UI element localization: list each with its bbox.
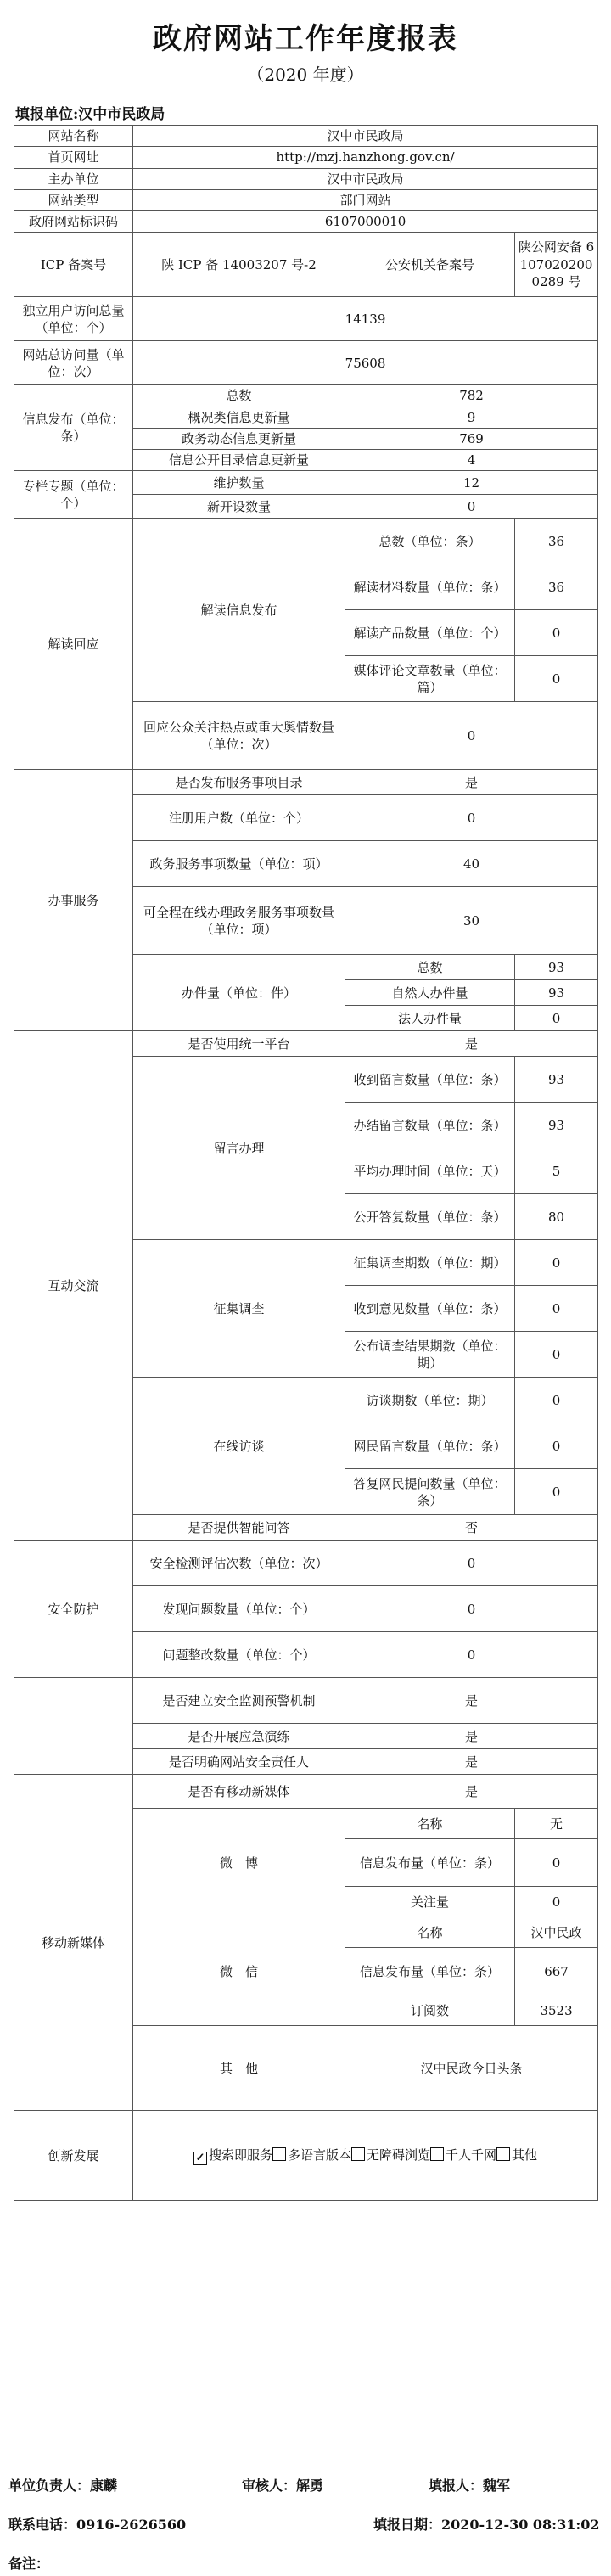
info-news-label: 政务动态信息更新量 (133, 428, 345, 449)
wx-pub: 667 (515, 1948, 598, 1995)
test-label: 安全检测评估次数（单位：次） (133, 1541, 345, 1586)
innovation-options (133, 2111, 598, 2201)
wb-name: 无 (515, 1809, 598, 1839)
unchecked-box-icon[interactable] (496, 2147, 510, 2161)
wb-fans-label: 关注量 (345, 1887, 515, 1917)
fixed-value: 0 (345, 1632, 598, 1678)
fixed-label: 问题整改数量（单位：个） (133, 1632, 345, 1678)
reviewer: 审核人：解勇 (242, 2478, 324, 2494)
topic-new: 0 (345, 495, 598, 519)
home-url[interactable]: http://mzj.hanzhong.gov.cn/ (133, 147, 598, 168)
qa-label: 是否提供智能问答 (133, 1515, 345, 1541)
recv-label: 收到留言数量（单位：条） (345, 1057, 515, 1103)
unchecked-box-icon[interactable] (272, 2147, 286, 2161)
fill-date: 填报日期：2020-12-30 08:31:02 (373, 2517, 600, 2533)
topic-new-label: 新开设数量 (133, 495, 345, 519)
police-number: 陕公网安备 61070202000289 号 (515, 233, 598, 297)
innovation-option-label: 无障碍浏览 (367, 2147, 431, 2163)
service-volume-label: 办件量（单位：件） (133, 955, 345, 1031)
security-label: 安全防护 (14, 1541, 133, 1678)
done-value: 93 (515, 1103, 598, 1148)
monitor-label: 是否建立安全监测预警机制 (133, 1678, 345, 1724)
avg-label: 平均办理时间（单位：天） (345, 1148, 515, 1194)
wx-sub: 3523 (515, 1995, 598, 2026)
test-value: 0 (345, 1541, 598, 1586)
s-opinion-label: 收到意见数量（单位：条） (345, 1286, 515, 1332)
vol-legal-label: 法人办件量 (345, 1006, 515, 1031)
avg-value: 5 (515, 1148, 598, 1194)
innovation-option-label: 多语言版本 (288, 2147, 352, 2163)
uv-value: 14139 (133, 297, 598, 341)
home-url-label: 首页网址 (14, 147, 133, 168)
wb-pub-label: 信息发布量（单位：条） (345, 1839, 515, 1887)
interp-pub-label: 解读信息发布 (133, 519, 345, 702)
recv-value: 93 (515, 1057, 598, 1103)
vol-person: 93 (515, 980, 598, 1006)
qa-value: 否 (345, 1515, 598, 1541)
vol-total: 93 (515, 955, 598, 980)
wx-name-label: 名称 (345, 1917, 515, 1948)
wx-name: 汉中民政 (515, 1917, 598, 1948)
info-label: 信息发布（单位：条） (14, 385, 133, 471)
innovation-option-label: 千人千网 (446, 2147, 497, 2163)
note: 备注： (8, 2556, 50, 2572)
interp-material: 36 (515, 564, 598, 610)
filling-unit: 填报单位:汉中市民政局 (15, 106, 165, 123)
site-type-label: 网站类型 (14, 189, 133, 210)
wx-pub-label: 信息发布量（单位：条） (345, 1948, 515, 1995)
site-code: 6107000010 (133, 211, 598, 233)
service-items: 40 (345, 841, 598, 887)
done-label: 办结留言数量（单位：条） (345, 1103, 515, 1148)
found-label: 发现问题数量（单位：个） (133, 1586, 345, 1632)
talk-label: 在线访谈 (133, 1378, 345, 1515)
interp-total: 36 (515, 519, 598, 564)
wb-pub: 0 (515, 1839, 598, 1887)
topic-maint: 12 (345, 471, 598, 495)
service-items-label: 政务服务事项数量（单位：项） (133, 841, 345, 887)
site-name: 汉中市民政局 (133, 126, 598, 147)
info-total: 782 (345, 385, 598, 407)
resp-value: 是 (345, 1749, 598, 1775)
interp-material-label: 解读材料数量（单位：条） (345, 564, 515, 610)
report-table (14, 125, 598, 2201)
report-title: 政府网站工作年度报表 (153, 22, 458, 56)
msg-label: 留言办理 (133, 1057, 345, 1240)
icp-number: 陕 ICP 备 14003207 号-2 (133, 233, 345, 297)
service-users: 0 (345, 795, 598, 841)
mobile-label: 移动新媒体 (14, 1775, 133, 2111)
interp-total-label: 总数（单位：条） (345, 519, 515, 564)
innovation-option[interactable] (351, 2147, 430, 2163)
interp-label: 解读回应 (14, 519, 133, 770)
t-q-value: 0 (515, 1423, 598, 1469)
uv-label: 独立用户访问总量（单位：个） (14, 297, 133, 341)
topic-label: 专栏专题（单位：个） (14, 471, 133, 519)
innovation-option-label: 搜索即服务 (208, 2147, 272, 2163)
info-open: 4 (345, 450, 598, 471)
wb-name-label: 名称 (345, 1809, 515, 1839)
t-count-label: 访谈期数（单位：期） (345, 1378, 515, 1423)
innovation-label: 创新发展 (14, 2111, 133, 2201)
resp-label: 是否明确网站安全责任人 (133, 1749, 345, 1775)
monitor-value: 是 (345, 1678, 598, 1724)
service-users-label: 注册用户数（单位：个） (133, 795, 345, 841)
unchecked-box-icon[interactable] (430, 2147, 444, 2161)
checked-box-icon[interactable]: ✓ (193, 2152, 207, 2165)
vol-total-label: 总数 (345, 955, 515, 980)
sponsor: 汉中市民政局 (133, 168, 598, 189)
other-value: 汉中民政今日头条 (345, 2026, 598, 2111)
interact-label: 互动交流 (14, 1031, 133, 1541)
interp-respond: 0 (345, 702, 598, 770)
other-label: 其 他 (133, 2026, 345, 2111)
wb-fans: 0 (515, 1887, 598, 1917)
info-overview-label: 概况类信息更新量 (133, 407, 345, 428)
service-online: 30 (345, 887, 598, 955)
vol-person-label: 自然人办件量 (345, 980, 515, 1006)
phone: 联系电话：0916-2626560 (8, 2517, 187, 2533)
site-code-label: 政府网站标识码 (14, 211, 133, 233)
security-extra-label (14, 1678, 133, 1775)
t-q-label: 网民留言数量（单位：条） (345, 1423, 515, 1469)
pv-value: 75608 (133, 341, 598, 385)
icp-label: ICP 备案号 (14, 233, 133, 297)
survey-label: 征集调查 (133, 1240, 345, 1378)
t-count-value: 0 (515, 1378, 598, 1423)
service-catalog-label: 是否发布服务事项目录 (133, 770, 345, 795)
topic-maint-label: 维护数量 (133, 471, 345, 495)
unchecked-box-icon[interactable] (351, 2147, 365, 2161)
interp-media-label: 媒体评论文章数量（单位：篇） (345, 656, 515, 702)
pubreply-label: 公开答复数量（单位：条） (345, 1194, 515, 1240)
site-name-label: 网站名称 (14, 126, 133, 147)
t-a-value: 0 (515, 1469, 598, 1515)
sponsor-label: 主办单位 (14, 168, 133, 189)
mobile-has: 是 (345, 1775, 598, 1809)
wx-sub-label: 订阅数 (345, 1995, 515, 2026)
wechat-label: 微 信 (133, 1917, 345, 2026)
police-label: 公安机关备案号 (345, 233, 515, 297)
weibo-label: 微 博 (133, 1809, 345, 1917)
site-type: 部门网站 (133, 189, 598, 210)
report-year: （2020 年度） (247, 65, 364, 85)
mobile-has-label: 是否有移动新媒体 (133, 1775, 345, 1809)
info-overview: 9 (345, 407, 598, 428)
t-a-label: 答复网民提问数量（单位：条） (345, 1469, 515, 1515)
interp-product-label: 解读产品数量（单位：个） (345, 610, 515, 656)
interp-product: 0 (515, 610, 598, 656)
info-open-label: 信息公开目录信息更新量 (133, 450, 345, 471)
service-catalog: 是 (345, 770, 598, 795)
s-count-label: 征集调查期数（单位：期） (345, 1240, 515, 1286)
interp-media: 0 (515, 656, 598, 702)
service-label: 办事服务 (14, 770, 133, 1031)
reporter: 填报人：魏军 (429, 2478, 511, 2494)
info-total-label: 总数 (133, 385, 345, 407)
s-result-label: 公布调查结果期数（单位：期） (345, 1332, 515, 1378)
pv-label: 网站总访问量（单位：次） (14, 341, 133, 385)
innovation-option-label: 其他 (512, 2147, 538, 2163)
info-news: 769 (345, 428, 598, 449)
innovation-option[interactable] (430, 2147, 496, 2163)
s-result-value: 0 (515, 1332, 598, 1378)
platform-value: 是 (345, 1031, 598, 1057)
innovation-option[interactable] (193, 2147, 272, 2163)
found-value: 0 (345, 1586, 598, 1632)
drill-value: 是 (345, 1724, 598, 1749)
vol-legal: 0 (515, 1006, 598, 1031)
drill-label: 是否开展应急演练 (133, 1724, 345, 1749)
leader: 单位负责人：康麟 (8, 2478, 118, 2494)
innovation-option[interactable] (496, 2147, 537, 2163)
pubreply-value: 80 (515, 1194, 598, 1240)
s-count-value: 0 (515, 1240, 598, 1286)
interp-respond-label: 回应公众关注热点或重大舆情数量（单位：次） (133, 702, 345, 770)
s-opinion-value: 0 (515, 1286, 598, 1332)
platform-label: 是否使用统一平台 (133, 1031, 345, 1057)
service-online-label: 可全程在线办理政务服务事项数量（单位：项） (133, 887, 345, 955)
innovation-option[interactable] (272, 2147, 351, 2163)
